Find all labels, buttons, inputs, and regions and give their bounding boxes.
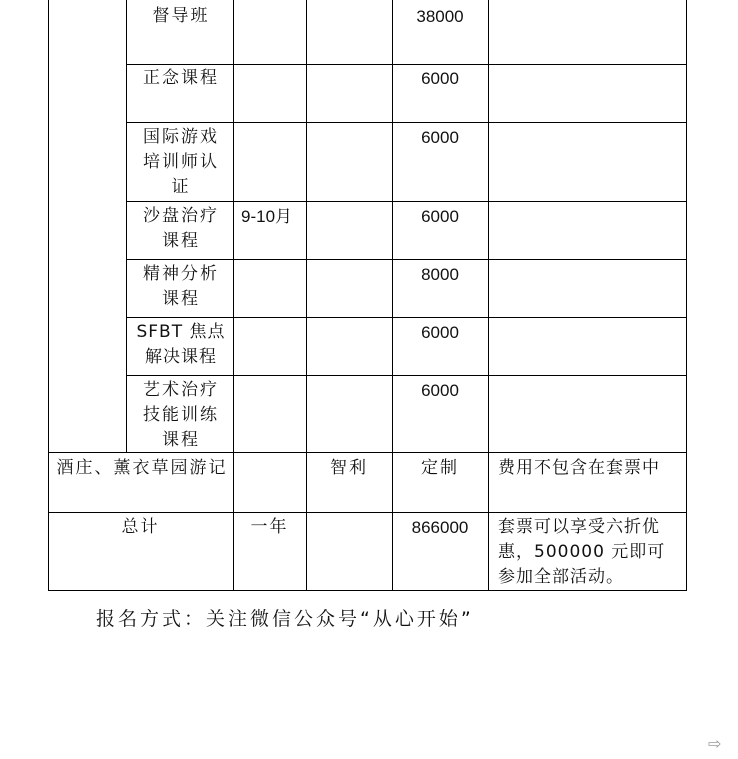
total-label: 总计	[121, 517, 160, 537]
course-price: 6000	[421, 323, 459, 342]
row-line	[126, 201, 687, 202]
table-divider-col5	[488, 0, 489, 591]
course-name: SFBT 焦点解决课程	[136, 322, 226, 367]
course-price: 8000	[421, 265, 459, 284]
course-name: 沙盘治疗课程	[143, 206, 219, 251]
table-border-bottom	[48, 590, 687, 591]
table-border-left	[48, 0, 49, 591]
course-price: 6000	[421, 381, 459, 400]
total-time: 一年	[250, 517, 289, 537]
retreat-price: 定制	[421, 458, 459, 478]
course-name: 艺术治疗技能训练课程	[143, 380, 219, 450]
row-line	[126, 122, 687, 123]
course-name: 正念课程	[143, 68, 219, 88]
table-border-right	[686, 0, 687, 591]
retreat-note: 费用不包含在套票中	[498, 458, 660, 478]
total-note: 套票可以享受六折优惠，500000 元即可参加全部活动。	[498, 517, 666, 587]
row-line	[48, 512, 687, 513]
row-line	[126, 375, 687, 376]
registration-info: 报名方式：关注微信公众号“从心开始”	[96, 608, 474, 630]
retreat-item: 酒庄、薰衣草园游记	[56, 458, 228, 478]
course-price: 38000	[416, 7, 464, 26]
course-price: 6000	[421, 207, 459, 226]
row-line	[126, 317, 687, 318]
course-price: 6000	[421, 69, 459, 88]
table-divider-col1	[126, 0, 127, 452]
row-line	[126, 64, 687, 65]
course-name: 国际游戏培训师认证	[143, 127, 219, 197]
course-name: 精神分析课程	[143, 264, 219, 309]
total-price: 866000	[411, 518, 469, 537]
table-divider-col2	[233, 0, 234, 591]
course-time: 9-10月	[241, 207, 293, 226]
retreat-org: 智利	[330, 458, 368, 478]
next-page-arrow-icon[interactable]: ⇨	[708, 734, 722, 753]
course-name: 督导班	[152, 6, 210, 26]
row-line	[126, 259, 687, 260]
table-divider-col3	[306, 0, 307, 591]
course-price: 6000	[421, 128, 459, 147]
